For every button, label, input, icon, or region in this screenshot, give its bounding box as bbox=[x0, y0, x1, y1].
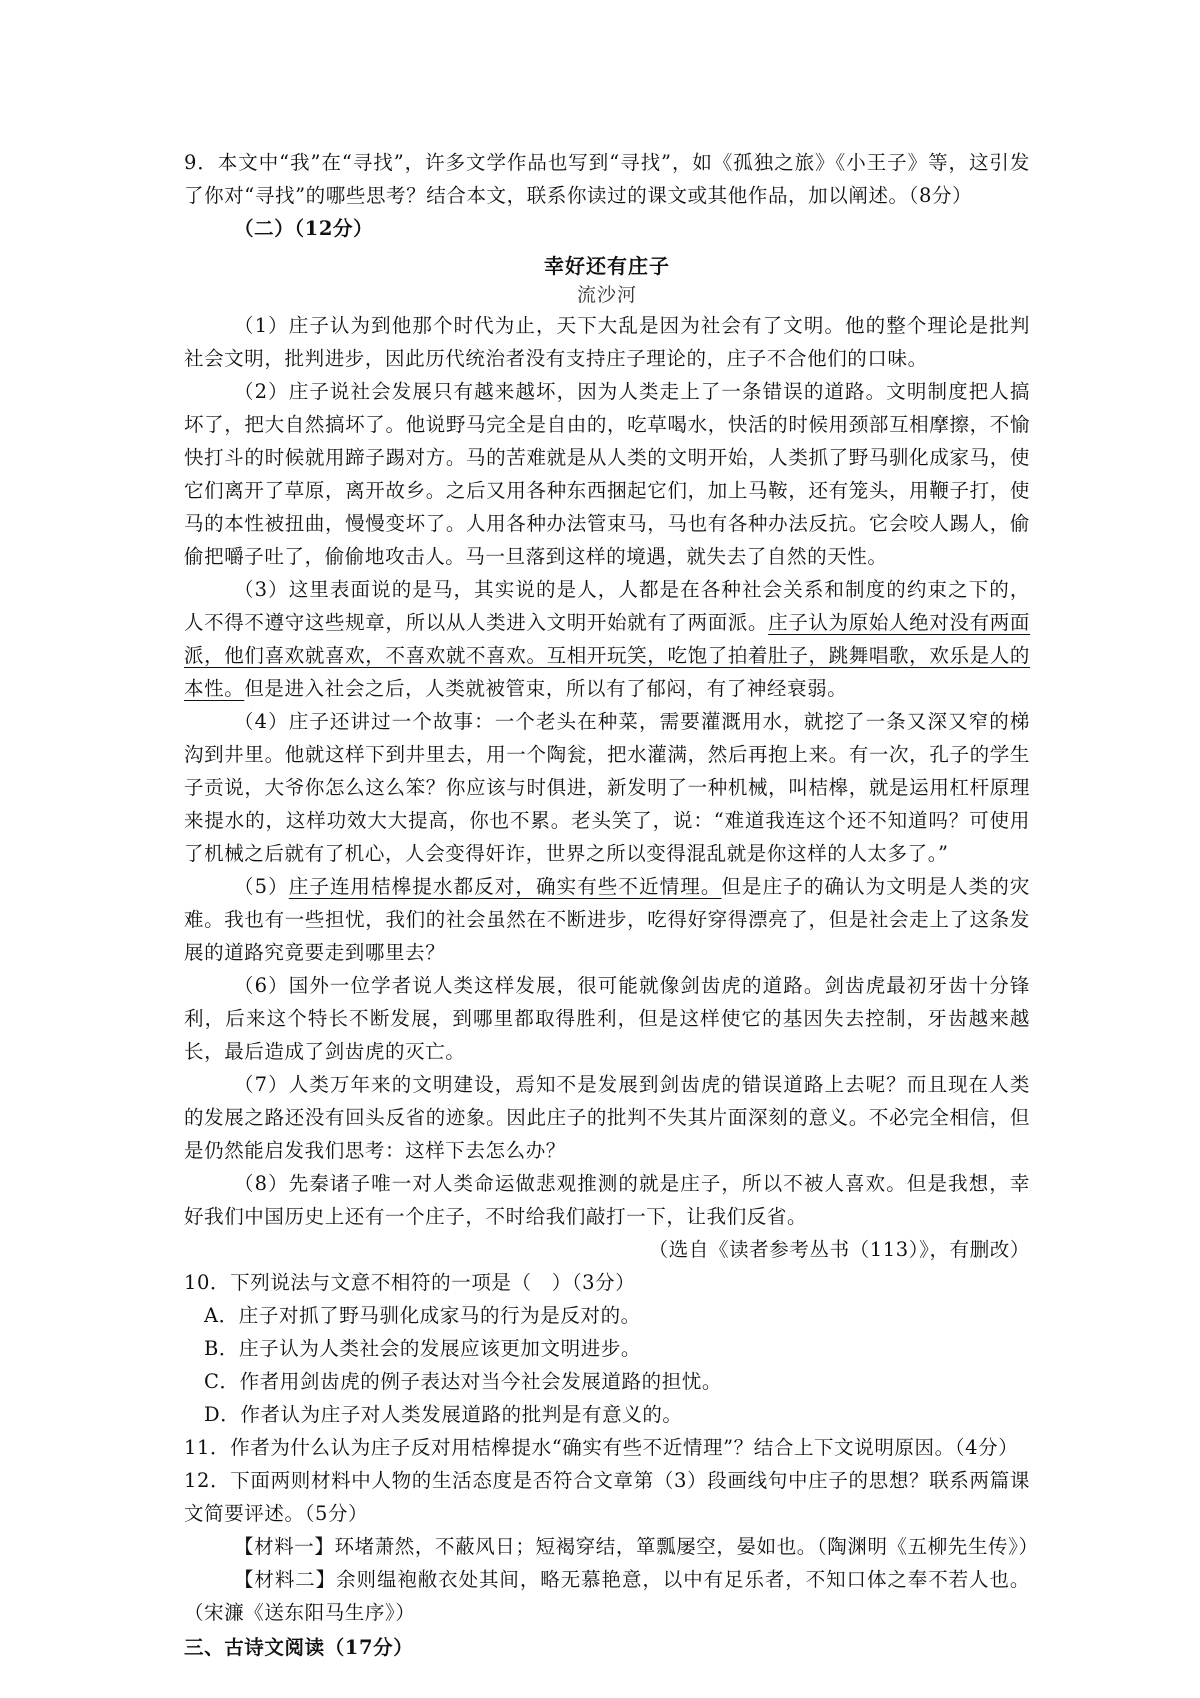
question-10-stem: 10．下列说法与文意不相符的一项是（ ）（3分） bbox=[184, 1271, 636, 1294]
question-10-option-b: B．庄子认为人类社会的发展应该更加文明进步。 bbox=[204, 1337, 642, 1360]
paragraph-2: （2）庄子说社会发展只有越来越坏，因为人类走上了一条错误的道路。文明制度把人搞坏了，把大自然搞坏了。他说野马完全是自由的，吃草喝水，快活的时候用颈部互相摩擦，不愉快打斗的时候就用蹄子踢对方。马的苦难就是从人类的文明开始，人类抓了野马驯化成家马，使它们离开了草原，离开故乡。之后又用各种东西捆起它们，加上马鞍，还有笼头，用鞭子打，使马的本性被扭曲，慢慢变坏了。人用各种办法管束马，马也有各种办法反抗。它会咬人踢人，偷偷把嚼子吐了，偷偷地攻击人。马一旦落到这样的境遇，就失去了自然的天性。 bbox=[184, 380, 1030, 568]
paragraph-4: （4）庄子还讲过一个故事：一个老头在种菜，需要灌溉用水，就挖了一条又深又窄的梯沟到井里。他就这样下到井里去，用一个陶瓮，把水灌满，然后再抱上来。有一次，孔子的学生子贡说，大爷你怎么这么笨？你应该与时俱进，新发明了一种机械，叫桔槔，就是运用杠杆原理来提水的，这样功效大大提高，你也不累。老头笑了，说：“难道我连这个还不知道吗？可使用了机械之后就有了机心，人会变得奸诈，世界之所以变得混乱就是你这样的人太多了。” bbox=[184, 710, 1030, 865]
article-author: 流沙河 bbox=[576, 284, 637, 306]
exam-page bbox=[184, 146, 1039, 1664]
paragraph-5-underlined: 庄子连用桔槔提水都反对，确实有些不近情理。 bbox=[288, 875, 722, 898]
question-11: 11．作者为什么认为庄子反对用桔槔提水“确实有些不近情理”？结合上下文说明原因。（4分） bbox=[184, 1436, 1019, 1459]
paragraph-3-underlined: 庄子认为原始人绝对没有两面派，他们喜欢就喜欢，不喜欢就不喜欢。互相开玩笑，吃饱了拍着肚子，跳舞唱歌，欢乐是人的本性。 bbox=[184, 611, 1030, 700]
paragraph-5-tail: 但是庄子的确认为文明是人类的灾难。我也有一些担忧，我们的社会虽然在不断进步，吃得好穿得漂亮了，但是社会走上了这条发展的道路究竟要走到哪里去？ bbox=[184, 875, 1030, 964]
paragraph-3-tail: 但是进入社会之后，人类就被管束，所以有了郁闷，有了神经衰弱。 bbox=[244, 677, 848, 700]
paragraph-1: （1）庄子认为到他那个时代为止，天下大乱是因为社会有了文明。他的整个理论是批判社会文明，批判进步，因此历代统治者没有支持庄子理论的，庄子不合他们的口味。 bbox=[184, 314, 1030, 370]
article-title: 幸好还有庄子 bbox=[544, 254, 670, 278]
material-2: 【材料二】余则缊袍敝衣处其间，略无慕艳意，以中有足乐者，不知口体之奉不若人也。（宋濂《送东阳马生序》） bbox=[184, 1568, 1030, 1624]
question-10-option-d: D．作者认为庄子对人类发展道路的批判是有意义的。 bbox=[204, 1403, 683, 1426]
question-12: 12．下面两则材料中人物的生活态度是否符合文章第（3）段画线句中庄子的思想？联系两篇课文简要评述。（5分） bbox=[184, 1469, 1030, 1525]
paragraph-3 bbox=[184, 573, 1030, 705]
question-10-option-a: A．庄子对抓了野马驯化成家马的行为是反对的。 bbox=[204, 1304, 641, 1327]
section-2-heading: （二）（12分） bbox=[234, 217, 374, 240]
paragraph-8: （8）先秦诸子唯一对人类命运做悲观推测的就是庄子，所以不被人喜欢。但是我想，幸好我们中国历史上还有一个庄子，不时给我们敲打一下，让我们反省。 bbox=[184, 1172, 1030, 1228]
question-10-option-c: C．作者用剑齿虎的例子表达对当今社会发展道路的担忧。 bbox=[204, 1370, 723, 1393]
article-source: （选自《读者参考丛书（113）》，有删改） bbox=[648, 1238, 1030, 1261]
question-9: 9．本文中“我”在“寻找”，许多文学作品也写到“寻找”，如《孤独之旅》《小王子》等，这引发了你对“寻找”的哪些思考？结合本文，联系你读过的课文或其他作品，加以阐述。（8分） bbox=[184, 151, 1030, 207]
paragraph-6: （6）国外一位学者说人类这样发展，很可能就像剑齿虎的道路。剑齿虎最初牙齿十分锋利，后来这个特长不断发展，到哪里都取得胜利，但是这样使它的基因失去控制，牙齿越来越长，最后造成了剑齿虎的灭亡。 bbox=[184, 974, 1030, 1063]
paragraph-5 bbox=[184, 870, 1030, 969]
paragraph-3-lead: （3）这里表面说的是马，其实说的是人，人都是在各种社会关系和制度的约束之下的，人不得不遵守这些规章，所以从人类进入文明开始就有了两面派。 bbox=[184, 578, 1030, 634]
paragraph-5-number: （5） bbox=[234, 875, 289, 898]
material-1: 【材料一】环堵萧然，不蔽风日；短褐穿结，箪瓢屡空，晏如也。（陶渊明《五柳先生传》） bbox=[234, 1535, 1039, 1558]
section-3-heading: 三、古诗文阅读（17分） bbox=[184, 1636, 414, 1659]
paragraph-7: （7）人类万年来的文明建设，焉知不是发展到剑齿虎的错误道路上去呢？而且现在人类的发展之路还没有回头反省的迹象。因此庄子的批判不失其片面深刻的意义。不必完全相信，但是仍然能启发我们思考：这样下去怎么办？ bbox=[184, 1073, 1030, 1162]
